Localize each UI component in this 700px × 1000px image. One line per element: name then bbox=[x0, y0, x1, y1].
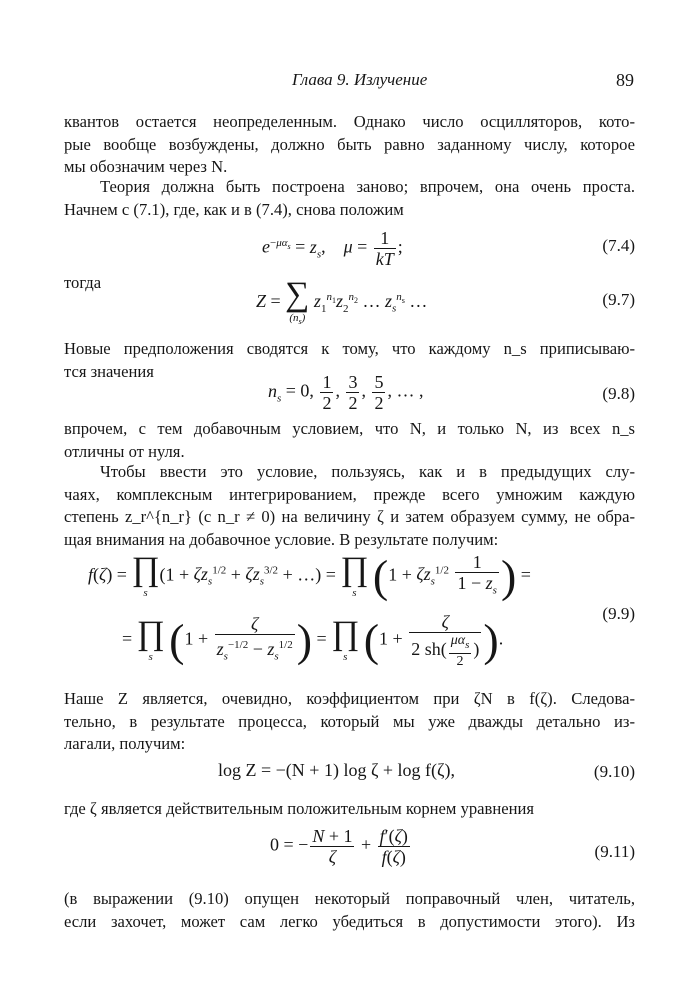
text-line: рые вообще возбуждены, должно быть равно заданному числу, которое bbox=[64, 134, 635, 154]
text-line: мы обозначим через N. bbox=[64, 157, 228, 176]
text-line: если захочет, может сам легко убедиться в допустимости этого). Из bbox=[64, 911, 635, 931]
text-line: квантов остается неопределенным. Однако число осцилляторов, кото- bbox=[64, 112, 635, 131]
text-line: щая внимания на добавочное условие. В результате получим: bbox=[64, 529, 499, 549]
paragraph-4 bbox=[64, 418, 635, 463]
text-line: Новые предположения сводятся к тому, что каждому n_s приписываю- bbox=[64, 339, 635, 358]
text-line: где ζ является действительным положительным корнем уравнения bbox=[64, 799, 534, 818]
paragraph-2 bbox=[64, 176, 635, 221]
paragraph-8 bbox=[64, 888, 635, 933]
text-line: тся значения bbox=[64, 361, 154, 381]
equation-7-4: $e^{-\mu\alpha_s} = z_s$, μ = $\frac{1}{kT}$ ; bbox=[262, 228, 403, 269]
paragraph-6 bbox=[64, 688, 635, 756]
text-line: чаях, комплексным интегрированием, прежде всего умножим каждую bbox=[64, 484, 635, 504]
page-number: 89 bbox=[616, 70, 634, 90]
text-line: степень z_r^{n_r} (с n_r ≠ 0) на величину ζ и затем образуем сумму, не обра- bbox=[64, 507, 635, 526]
equation-9-9-line-1: f(ζ) = ∏ s ($1 + \zeta z_s^{1/2} + \zeta z_s^{3/2}$ + …) = ∏ s ($1 + \zeta z_s^{1/2}$ $\frac{1}{1 - z_s}$ ) = bbox=[88, 550, 531, 602]
text-line: Начнем с (7.1), где, как и в (7.4), снова положим bbox=[64, 199, 404, 219]
text-line: Чтобы ввести это условие, пользуясь, как и в предыдущих слу- bbox=[100, 462, 635, 481]
equation-number: (7.4) bbox=[602, 236, 635, 255]
equation-9-8: $n_s = 0$, $\frac{1}{2}$ , $\frac{3}{2}$ , $\frac{5}{2}$ , … , bbox=[268, 372, 424, 413]
equation-number: (9.8) bbox=[602, 384, 635, 403]
equation-9-9-line-2: = ∏ s (1 + $\frac{\zeta}{z_s^{-1/2} - z_s^{1/2}}$ ) = ∏ s (1 + ζ 2 sh( $\frac{\mu\alpha_s}{2}$ ) ). bbox=[122, 612, 504, 669]
text-line: тельно, в результате процесса, который мы уже дважды детально из- bbox=[64, 711, 635, 731]
paragraph-7 bbox=[64, 798, 635, 821]
text-line: лагали, получим: bbox=[64, 734, 186, 753]
word-then: тогда bbox=[64, 273, 102, 292]
text-line: (в выражении (9.10) опущен некоторый поправочный член, читатель, bbox=[64, 889, 635, 908]
text-line: Наше Z является, очевидно, коэффициентом при ζN в f(ζ). Следова- bbox=[64, 689, 635, 708]
equation-number: (9.10) bbox=[593, 762, 635, 781]
paragraph-1 bbox=[64, 111, 635, 179]
equation-9-10: log Z = −(N + 1) log ζ + log f(ζ), bbox=[218, 760, 455, 780]
text-line: Теория должна быть построена заново; впрочем, она очень проста. bbox=[100, 177, 635, 196]
text-line: отличны от нуля. bbox=[64, 441, 185, 461]
paragraph-5 bbox=[64, 461, 635, 551]
equation-9-7: Z = ∑ $(n_s)$ $z_1^{n_1}z_2^{n_2}$ … $z_s^{n_s}$ … bbox=[256, 276, 428, 327]
equation-number: (9.7) bbox=[602, 290, 635, 309]
equation-9-11: 0 = − $\frac{N + 1}{\zeta}$ + $\frac{f'(\zeta)}{f(\zeta)}$ bbox=[270, 826, 408, 867]
equation-number: (9.9) bbox=[602, 604, 635, 623]
equation-number: (9.11) bbox=[594, 842, 635, 861]
text-line: впрочем, с тем добавочным условием, что N, и только N, из всех n_s bbox=[64, 419, 635, 438]
running-title: Глава 9. Излучение bbox=[292, 70, 428, 89]
